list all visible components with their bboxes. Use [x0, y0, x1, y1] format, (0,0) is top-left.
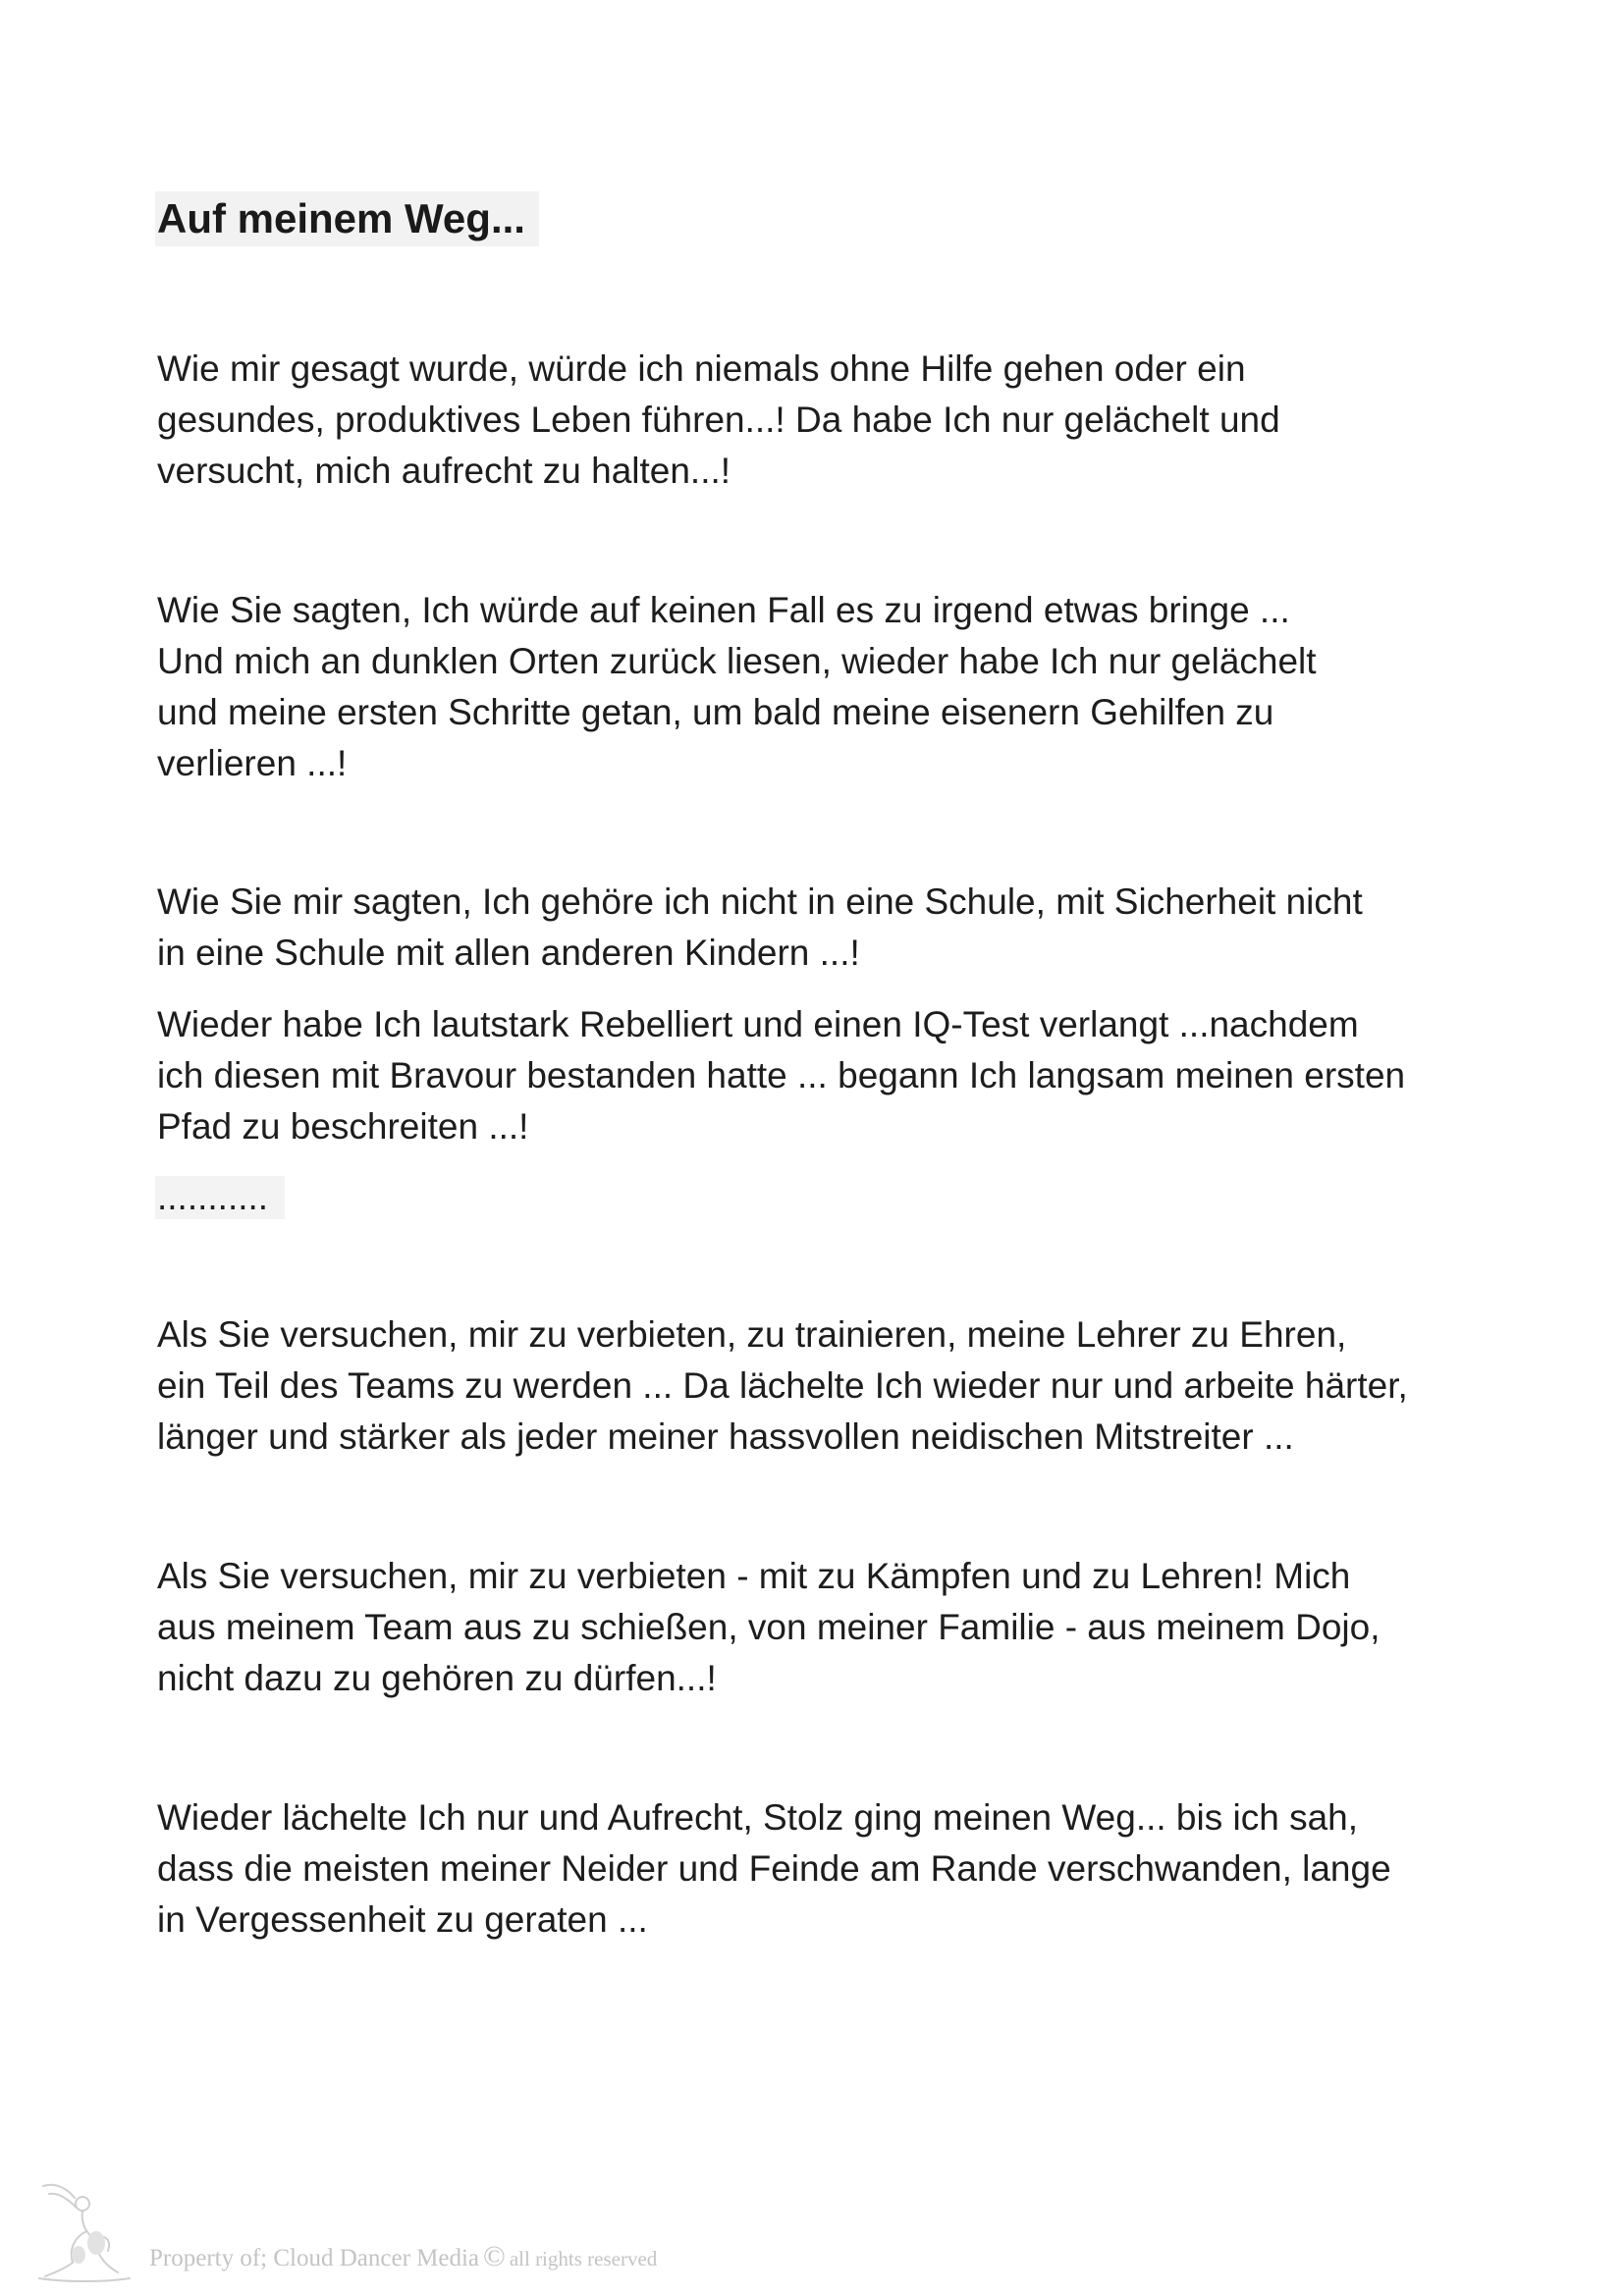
paragraph-line: Wieder lächelte Ich nur und Aufrecht, Stolz ging meinen Weg... bis ich sah, — [157, 1797, 1359, 1838]
paragraph-4 — [157, 999, 1512, 1152]
paragraph-line: Als Sie versuchen, mir zu verbieten, zu trainieren, meine Lehrer zu Ehren, — [157, 1314, 1347, 1355]
paragraph-line: Und mich an dunklen Orten zurück liesen, wieder habe Ich nur gelächelt — [157, 641, 1317, 681]
paragraph-line: verlieren ...! — [157, 743, 348, 783]
paragraph-1 — [157, 344, 1512, 497]
paragraph-line: versucht, mich aufrecht zu halten...! — [157, 451, 731, 491]
footer-property-text: Property of; Cloud Dancer Media — [149, 2245, 480, 2271]
paragraph-line: in Vergessenheit zu geraten ... — [157, 1899, 648, 1940]
paragraph-7 — [157, 1792, 1512, 1946]
paragraph-2 — [157, 585, 1512, 789]
paragraph-line: und meine ersten Schritte getan, um bald meine eisenern Gehilfen zu — [157, 692, 1274, 732]
paragraph-3 — [157, 877, 1512, 979]
paragraph-line: Als Sie versuchen, mir zu verbieten - mit zu Kämpfen und zu Lehren! Mich — [157, 1556, 1351, 1596]
section-separator: ........... — [155, 1176, 285, 1219]
paragraph-line: aus meinem Team aus zu schießen, von meiner Familie - aus meinem Dojo, — [157, 1607, 1380, 1647]
paragraph-5 — [157, 1309, 1512, 1463]
copyright-symbol: © — [483, 2240, 506, 2272]
paragraph-line: Wie Sie mir sagten, Ich gehöre ich nicht in eine Schule, mit Sicherheit nicht — [157, 881, 1363, 922]
paragraph-6 — [157, 1551, 1512, 1704]
document-title: Auf meinem Weg... — [155, 191, 539, 246]
paragraph-line: ein Teil des Teams zu werden ... Da lächelte Ich wieder nur und arbeite härter, — [157, 1365, 1408, 1406]
footer-rights-text: all rights reserved — [509, 2247, 658, 2270]
paragraph-line: nicht dazu zu gehören zu dürfen...! — [157, 1658, 717, 1698]
paragraph-line: Wieder habe Ich lautstark Rebelliert und einen IQ-Test verlangt ...nachdem — [157, 1004, 1359, 1044]
copyright-footer — [149, 2240, 657, 2273]
paragraph-line: ich diesen mit Bravour bestanden hatte ... begann Ich langsam meinen ersten — [157, 1055, 1406, 1095]
paragraph-line: Wie Sie sagten, Ich würde auf keinen Fall es zu irgend etwas bringe ... — [157, 590, 1290, 630]
paragraph-line: gesundes, produktives Leben führen...! Da habe Ich nur gelächelt und — [157, 400, 1280, 440]
paragraph-line: länger und stärker als jeder meiner hassvollen neidischen Mitstreiter ... — [157, 1416, 1294, 1457]
paragraph-line: dass die meisten meiner Neider und Feinde am Rande verschwanden, lange — [157, 1848, 1391, 1889]
paragraph-line: Wie mir gesagt wurde, würde ich niemals ohne Hilfe gehen oder ein — [157, 348, 1246, 389]
dancer-logo-icon — [35, 2174, 134, 2284]
paragraph-line: Pfad zu beschreiten ...! — [157, 1106, 529, 1147]
paragraph-line: in eine Schule mit allen anderen Kindern ...! — [157, 933, 860, 973]
